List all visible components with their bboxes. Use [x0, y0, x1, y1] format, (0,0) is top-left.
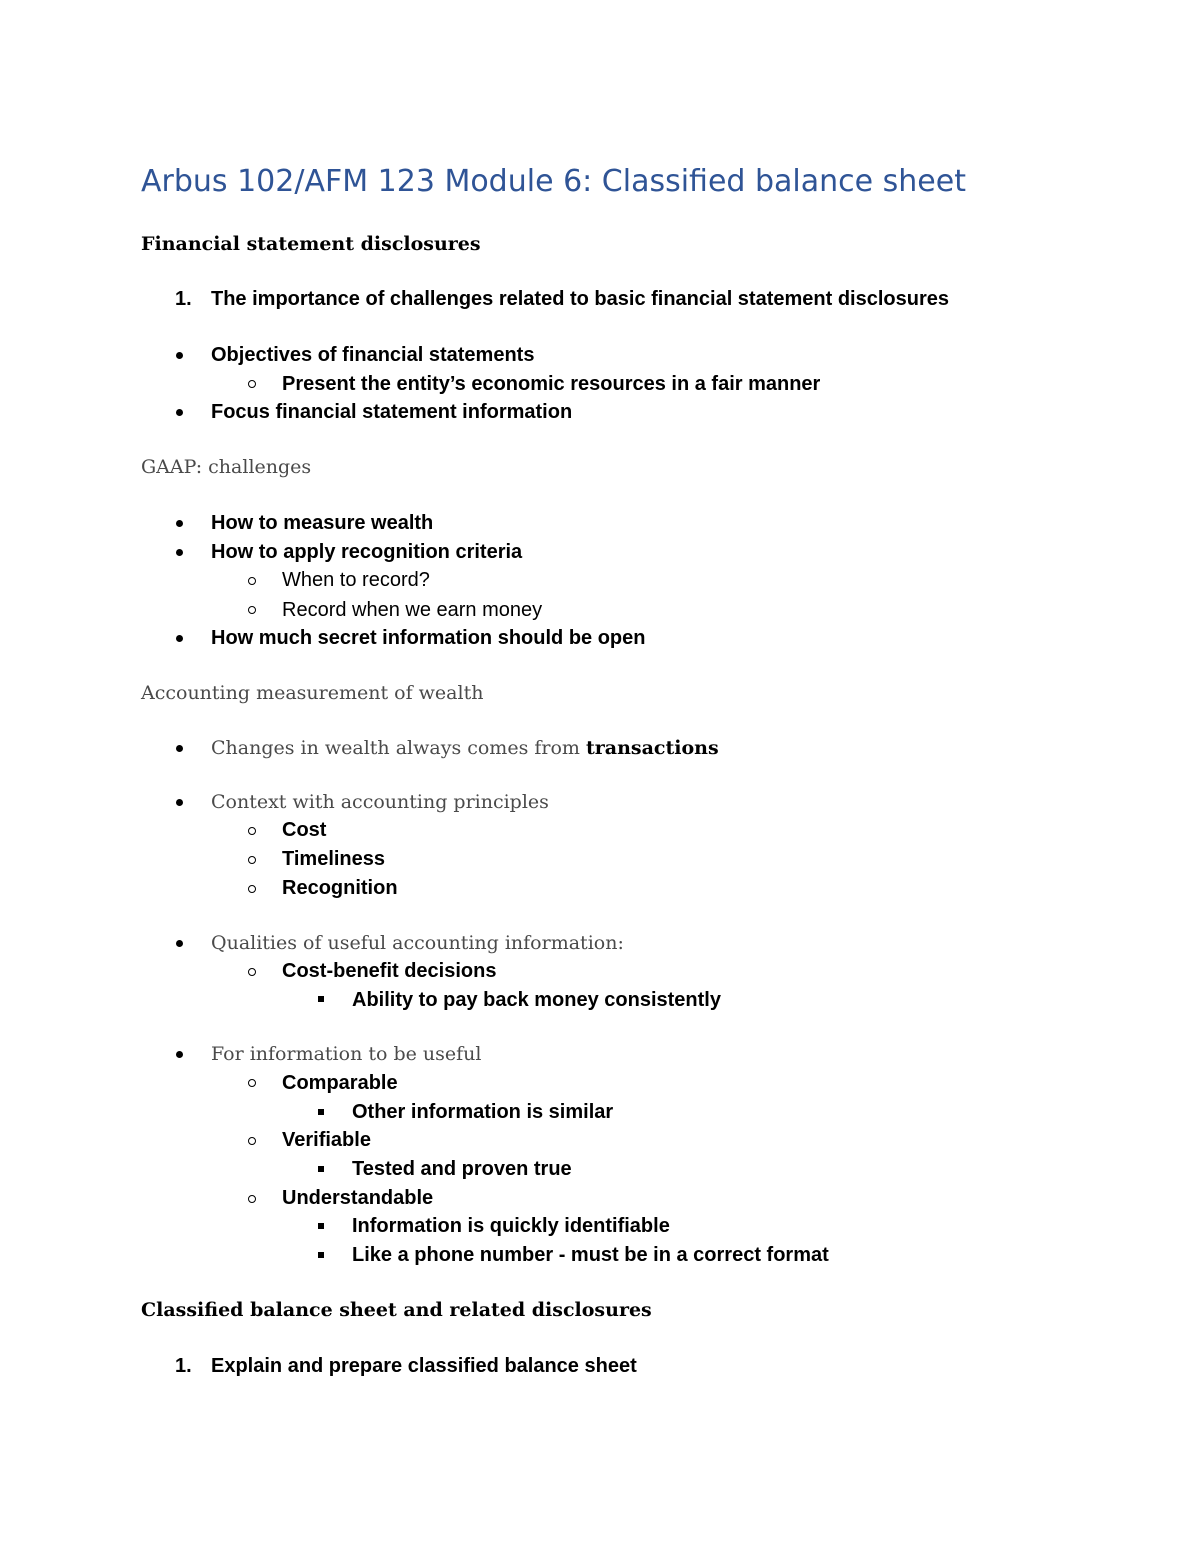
list-item: The importance of challenges related to basic financial statement disclosures [211, 288, 949, 310]
bullet-icon [176, 940, 183, 947]
list-item: Verifiable [282, 1129, 371, 1151]
list-item: Other information is similar [352, 1101, 614, 1123]
circle-bullet-icon [248, 968, 256, 976]
section-heading-classified-balance-sheet: Classified balance sheet and related disclosures [141, 1299, 652, 1321]
circle-bullet-icon [248, 856, 256, 864]
list-item: Record when we earn money [282, 599, 543, 621]
list-number: 1. [175, 288, 192, 310]
circle-bullet-icon [248, 577, 256, 585]
list-item: Information is quickly identifiable [352, 1215, 670, 1237]
list-item: Ability to pay back money consistently [352, 989, 721, 1011]
bullet-icon [176, 352, 183, 359]
list-item: Cost [282, 819, 327, 841]
section-heading-financial-statement-disclosures: Financial statement disclosures [141, 233, 481, 255]
section-heading-gaap-challenges: GAAP: challenges [141, 456, 312, 478]
bullet-icon [176, 549, 183, 556]
list-item: Like a phone number - must be in a correct format [352, 1244, 829, 1266]
circle-bullet-icon [248, 885, 256, 893]
list-item: Context with accounting principles [211, 791, 549, 813]
list-item: Changes in wealth always comes from transactions [211, 737, 719, 759]
list-item: Recognition [282, 877, 398, 899]
square-bullet-icon [318, 1223, 324, 1229]
circle-bullet-icon [248, 606, 256, 614]
list-item: Tested and proven true [352, 1158, 572, 1180]
list-item: Qualities of useful accounting information: [211, 932, 624, 954]
list-item: For information to be useful [211, 1043, 482, 1065]
list-item: Comparable [282, 1072, 398, 1094]
bullet-icon [176, 799, 183, 806]
section-heading-accounting-measurement: Accounting measurement of wealth [141, 682, 484, 704]
bullet-icon [176, 520, 183, 527]
bullet-icon [176, 1051, 183, 1058]
bullet-icon [176, 409, 183, 416]
list-number: 1. [175, 1355, 192, 1377]
circle-bullet-icon [248, 380, 256, 388]
list-item: How much secret information should be open [211, 627, 646, 649]
list-item: When to record? [282, 569, 430, 591]
circle-bullet-icon [248, 827, 256, 835]
page-title: Arbus 102/AFM 123 Module 6: Classified balance sheet [141, 164, 966, 199]
list-item: Cost-benefit decisions [282, 960, 497, 982]
bullet-icon [176, 635, 183, 642]
list-item: Objectives of financial statements [211, 344, 535, 366]
bold-term: transactions [585, 737, 719, 759]
circle-bullet-icon [248, 1079, 256, 1087]
circle-bullet-icon [248, 1137, 256, 1145]
list-item: Explain and prepare classified balance sheet [211, 1355, 637, 1377]
list-item: Focus financial statement information [211, 401, 573, 423]
square-bullet-icon [318, 996, 324, 1002]
circle-bullet-icon [248, 1195, 256, 1203]
list-item: Understandable [282, 1187, 434, 1209]
list-item: How to apply recognition criteria [211, 541, 523, 563]
bullet-icon [176, 745, 183, 752]
list-item: Timeliness [282, 848, 386, 870]
square-bullet-icon [318, 1166, 324, 1172]
square-bullet-icon [318, 1252, 324, 1258]
list-item: Present the entity’s economic resources in a fair manner [282, 373, 821, 395]
square-bullet-icon [318, 1109, 324, 1115]
list-item: How to measure wealth [211, 512, 434, 534]
